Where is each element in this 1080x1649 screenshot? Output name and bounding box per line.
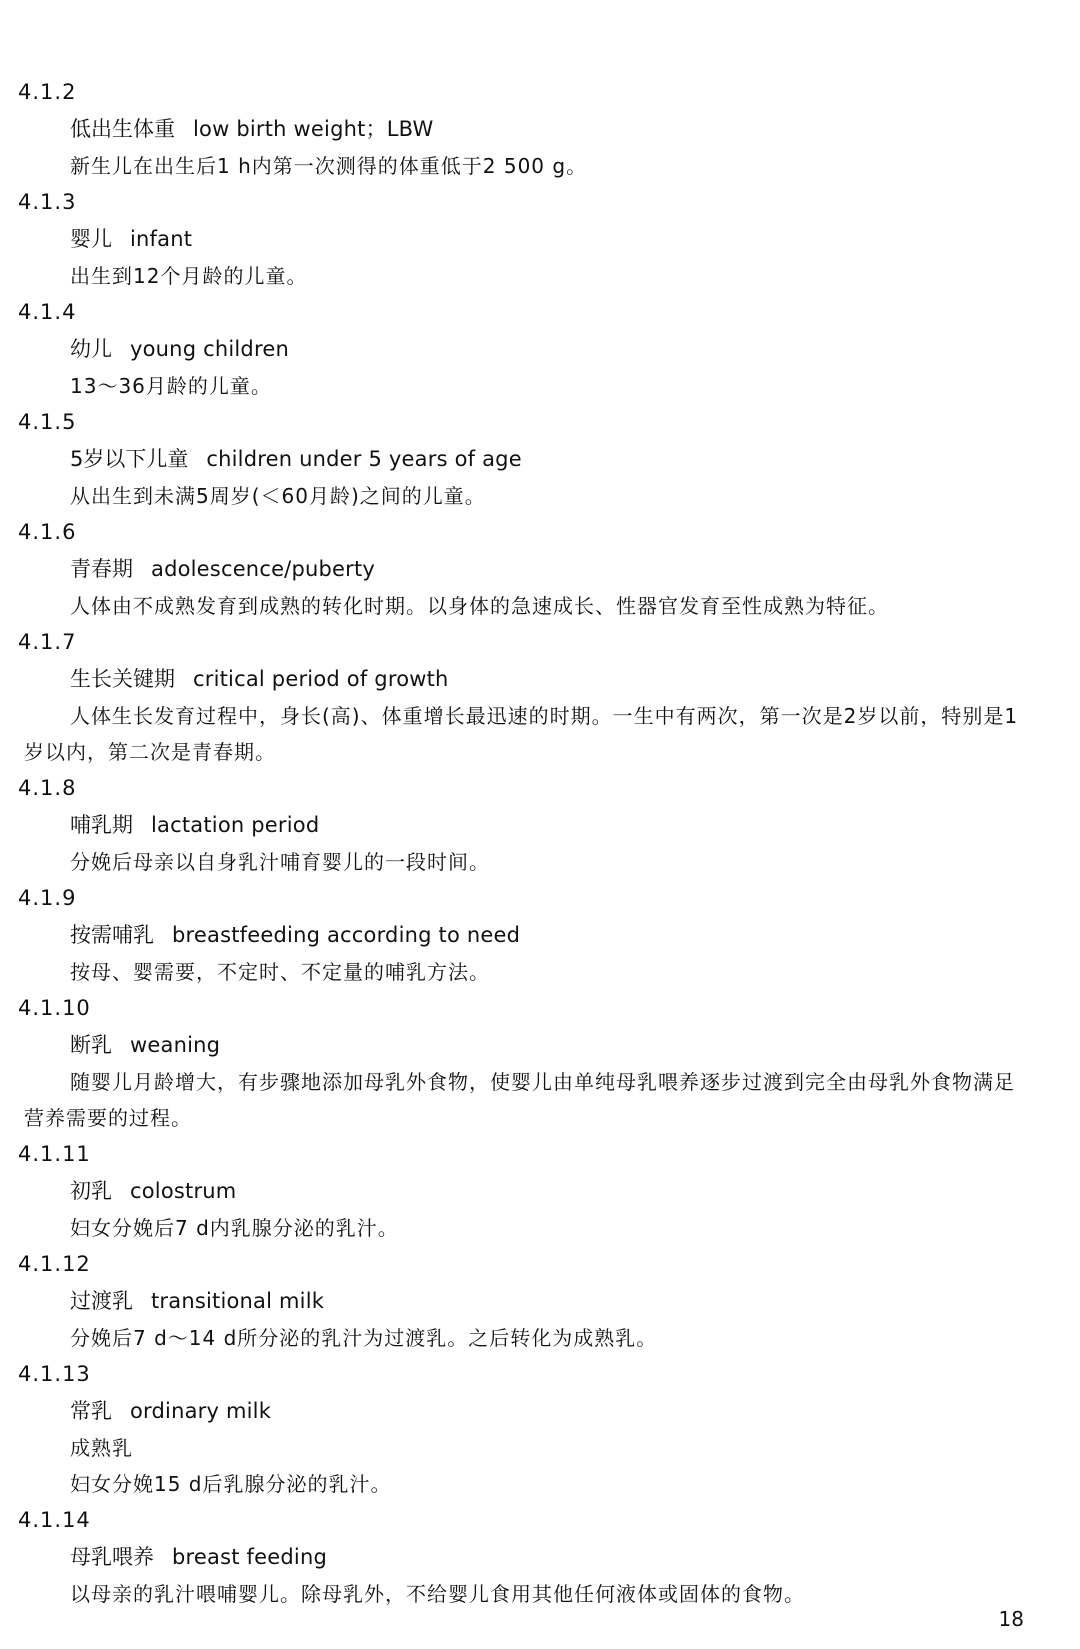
term-heading [0, 660, 1080, 698]
term-entry [0, 514, 1080, 624]
term-entry [0, 1502, 1080, 1612]
term-definition: 13～36月龄的儿童。 [70, 374, 272, 398]
term-definition: 新生儿在出生后1 h内第一次测得的体重低于2 500 g。 [70, 154, 588, 178]
term-chinese: 过渡乳 [70, 1289, 133, 1313]
term-english: weaning [130, 1033, 221, 1057]
term-entry [0, 1356, 1080, 1502]
term-definition: 分娩后7 d～14 d所分泌的乳汁为过渡乳。之后转化为成熟乳。 [70, 1326, 658, 1350]
term-heading [0, 1026, 1080, 1064]
term-heading [0, 440, 1080, 478]
term-heading [0, 110, 1080, 148]
term-definition: 妇女分娩后7 d内乳腺分泌的乳汁。 [70, 1216, 399, 1240]
term-chinese: 低出生体重 [70, 117, 175, 141]
term-number: 4.1.4 [18, 300, 77, 324]
term-english: ordinary milk [130, 1399, 272, 1423]
term-english: young children [130, 337, 289, 361]
term-number: 4.1.5 [18, 410, 77, 434]
term-chinese: 婴儿 [70, 227, 112, 251]
term-entry [0, 404, 1080, 514]
term-entry [0, 1246, 1080, 1356]
term-number: 4.1.11 [18, 1142, 91, 1166]
term-definition: 妇女分娩15 d后乳腺分泌的乳汁。 [70, 1472, 392, 1496]
term-heading [0, 220, 1080, 258]
term-english: lactation period [151, 813, 320, 837]
term-english: breast feeding [172, 1545, 327, 1569]
term-entry [0, 184, 1080, 294]
term-number: 4.1.13 [18, 1362, 91, 1386]
term-chinese: 青春期 [70, 557, 133, 581]
term-chinese: 5岁以下儿童 [70, 447, 189, 471]
term-chinese: 哺乳期 [70, 813, 133, 837]
term-heading [0, 806, 1080, 844]
term-definition: 人体由不成熟发育到成熟的转化时期。以身体的急速成长、性器官发育至性成熟为特征。 [70, 594, 889, 618]
term-english: colostrum [130, 1179, 237, 1203]
term-definition: 随婴儿月龄增大，有步骤地添加母乳外食物，使婴儿由单纯母乳喂养逐步过渡到完全由母乳外食物满足营养需要的过程。 [24, 1070, 1015, 1130]
term-chinese: 按需哺乳 [70, 923, 154, 947]
term-english: breastfeeding according to need [172, 923, 521, 947]
term-entry [0, 74, 1080, 184]
term-number: 4.1.3 [18, 190, 77, 214]
term-english: transitional milk [151, 1289, 325, 1313]
term-chinese: 幼儿 [70, 337, 112, 361]
term-number: 4.1.2 [18, 80, 77, 104]
term-definition: 按母、婴需要，不定时、不定量的哺乳方法。 [70, 960, 490, 984]
term-definition: 出生到12个月龄的儿童。 [70, 264, 308, 288]
term-number: 4.1.7 [18, 630, 77, 654]
term-entry [0, 990, 1080, 1136]
term-heading [0, 1392, 1080, 1430]
term-entry [0, 880, 1080, 990]
term-chinese: 母乳喂养 [70, 1545, 154, 1569]
term-heading [0, 916, 1080, 954]
term-entry [0, 1136, 1080, 1246]
term-number: 4.1.9 [18, 886, 77, 910]
term-number: 4.1.12 [18, 1252, 91, 1276]
term-english: children under 5 years of age [206, 447, 522, 471]
term-heading [0, 1538, 1080, 1576]
term-heading [0, 1172, 1080, 1210]
term-chinese: 断乳 [70, 1033, 112, 1057]
term-entry [0, 294, 1080, 404]
term-entry [0, 770, 1080, 880]
term-heading [0, 550, 1080, 588]
term-entry [0, 624, 1080, 770]
term-heading [0, 1282, 1080, 1320]
term-number: 4.1.14 [18, 1508, 91, 1532]
term-number: 4.1.10 [18, 996, 91, 1020]
page-number: 18 [998, 1607, 1024, 1631]
term-english: low birth weight；LBW [193, 117, 434, 141]
term-number: 4.1.6 [18, 520, 77, 544]
term-number: 4.1.8 [18, 776, 77, 800]
term-chinese: 常乳 [70, 1399, 112, 1423]
term-english: infant [130, 227, 193, 251]
term-definition: 以母亲的乳汁喂哺婴儿。除母乳外，不给婴儿食用其他任何液体或固体的食物。 [70, 1582, 805, 1606]
term-english: adolescence/puberty [151, 557, 376, 581]
term-heading [0, 330, 1080, 368]
term-english: critical period of growth [193, 667, 449, 691]
term-chinese: 生长关键期 [70, 667, 175, 691]
term-definition: 分娩后母亲以自身乳汁哺育婴儿的一段时间。 [70, 850, 490, 874]
term-definition: 从出生到未满5周岁(＜60月龄)之间的儿童。 [70, 484, 486, 508]
term-chinese: 初乳 [70, 1179, 112, 1203]
term-synonym: 成熟乳 [70, 1436, 133, 1460]
term-definition: 人体生长发育过程中，身长(高)、体重增长最迅速的时期。一生中有两次，第一次是2岁以前，特别是1岁以内，第二次是青春期。 [24, 704, 1019, 764]
